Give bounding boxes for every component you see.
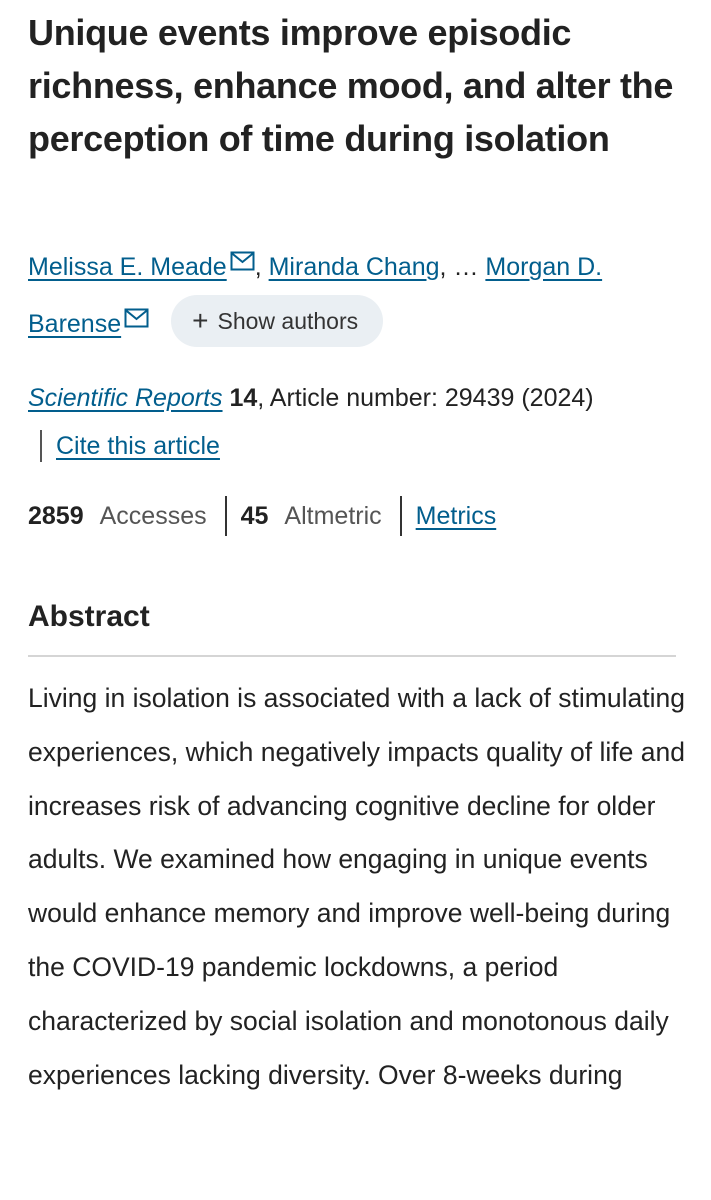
altmetric-label: Altmetric <box>284 501 382 530</box>
author-separator: , <box>254 253 262 281</box>
article-title: Unique events improve episodic richness, enhance mood, and alter the perception of time during isolation <box>28 12 674 159</box>
accesses-count: 2859 <box>28 501 84 530</box>
author-ellipsis: , … <box>439 253 486 281</box>
abstract-text: Living in isolation is associated with a lack of stimulating experiences, which negatively impacts quality of life and increases risk of advancing cognitive decline for older adults. We examined how engaging in unique events would enhance memory and improve well-being during the COVID-19 pandemic lockdowns, a period characterized by social isolation and monotonous daily experiences lacking diversity. Over 8-weeks during <box>28 683 685 1090</box>
author-link-chang[interactable]: Miranda Chang <box>268 253 440 281</box>
journal-volume: 14 <box>229 384 258 412</box>
article-number: , Article number: 29439 (2024) <box>257 384 594 412</box>
metrics-link[interactable]: Metrics <box>415 501 497 530</box>
author-link-barense[interactable]: Morgan D. Barense <box>28 253 603 338</box>
author-link-meade[interactable]: Melissa E. Meade <box>28 253 227 281</box>
show-authors-button[interactable] <box>171 295 383 347</box>
divider <box>225 496 227 536</box>
altmetric-count: 45 <box>240 501 269 530</box>
metrics-bar <box>28 494 496 538</box>
accesses-label: Accesses <box>99 501 207 530</box>
cite-article-link[interactable]: Cite this article <box>56 432 220 460</box>
journal-link[interactable]: Scientific Reports <box>28 384 223 412</box>
author-list <box>28 240 688 352</box>
envelope-icon[interactable] <box>230 251 255 271</box>
abstract-heading: Abstract <box>28 600 150 633</box>
plus-icon: + <box>192 305 209 336</box>
divider <box>400 496 402 536</box>
envelope-icon[interactable] <box>124 308 149 328</box>
divider <box>40 430 42 462</box>
citation-block <box>28 374 698 470</box>
section-divider <box>28 655 676 657</box>
show-authors-label: Show authors <box>217 307 359 334</box>
